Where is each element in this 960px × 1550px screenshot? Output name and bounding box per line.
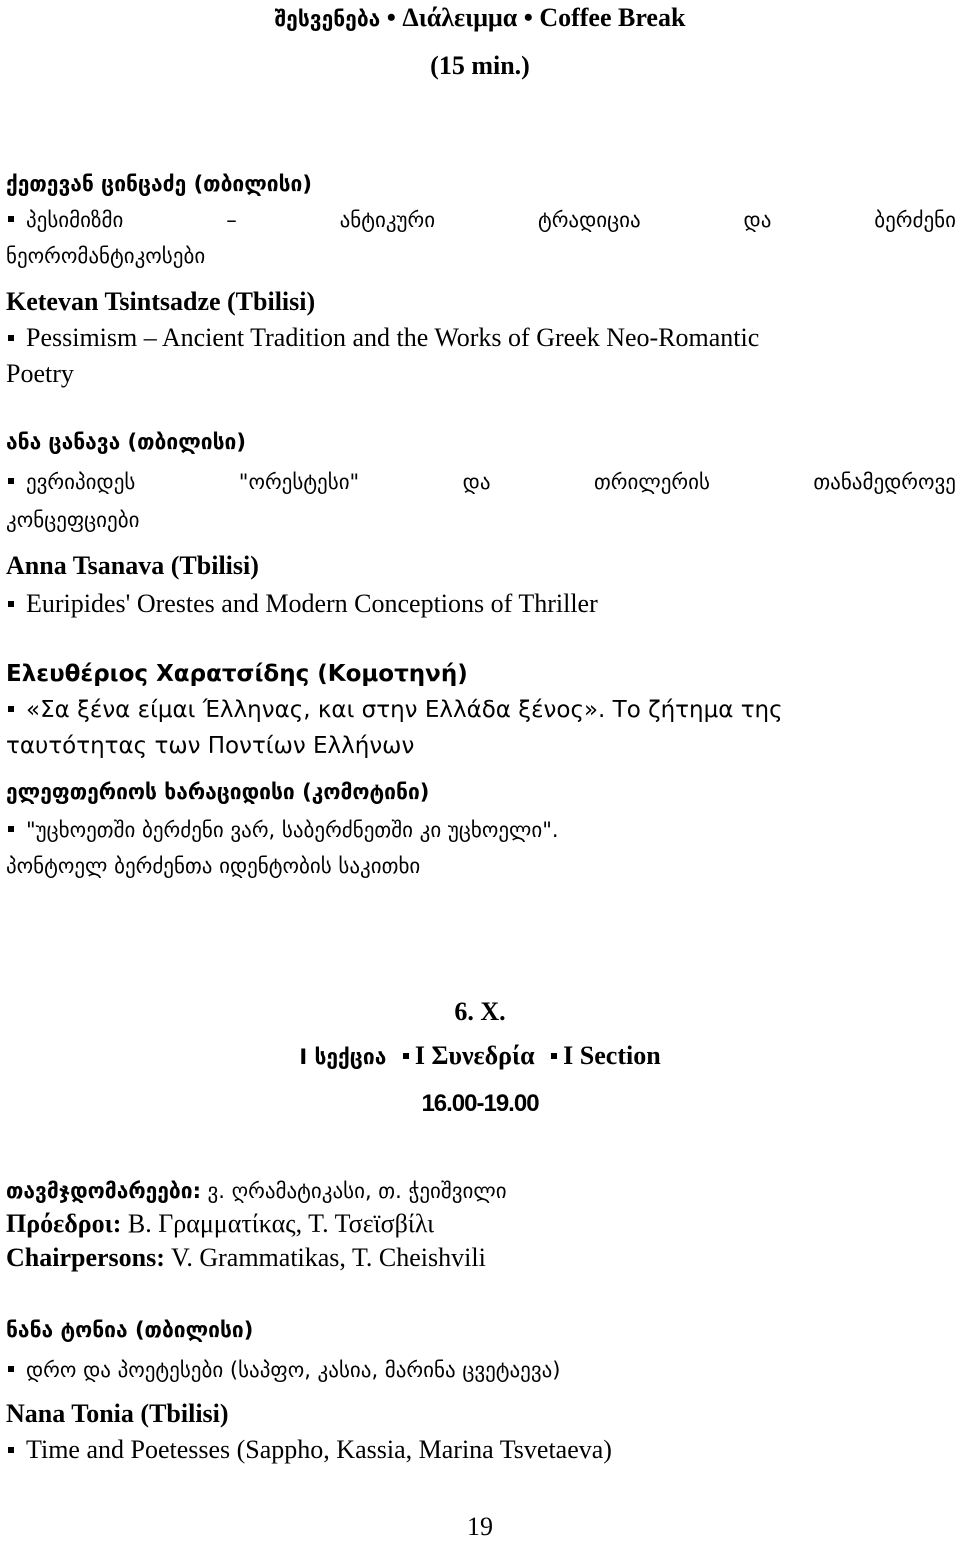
chairs-geo — [6, 1172, 956, 1209]
section-heading — [0, 1038, 960, 1075]
talk1-en-title-line2: Poetry — [6, 359, 74, 388]
talk2-geo-name: ანა ცანავა (თბილისი) — [6, 430, 246, 454]
chairs-greek — [6, 1206, 956, 1242]
break-geo: შესვენება — [274, 7, 381, 31]
talk3-gr-title-line2: ταυτότητας των Ποντίων Ελλήνων — [6, 733, 415, 759]
bullet-square-icon — [8, 1447, 14, 1453]
talk2-geo-title-line2: კონცეფციები — [6, 508, 140, 532]
talk1-geo-title-line2: ნეორომანტიკოსები — [6, 244, 206, 268]
talk4-en-title — [6, 1432, 956, 1468]
chairs-geo-names: ვ. ღრამატიკასი, თ. ჭეიშვილი — [207, 1179, 507, 1203]
talk2-en-title-text: Euripides' Orestes and Modern Conceptions of Thriller — [26, 589, 598, 618]
word: – — [226, 208, 237, 232]
bullet-square-icon — [8, 478, 14, 484]
word: ანტიკური — [339, 208, 436, 232]
talk4-geo-title — [6, 1352, 956, 1388]
section-label-en: I Section — [563, 1041, 661, 1070]
bullet-square-icon — [8, 601, 14, 607]
bullet-square-icon — [8, 706, 14, 712]
chairs-en — [6, 1240, 956, 1276]
word: ტრადიცია — [537, 208, 641, 232]
break-heading — [0, 0, 960, 37]
talk1-en-title-line1 — [6, 320, 956, 356]
chairs-en-label: Chairpersons: — [6, 1243, 165, 1272]
break-duration: (15 min.) — [430, 51, 530, 80]
talk4-en-name: Nana Tonia (Tbilisi) — [6, 1399, 229, 1428]
talk3-geo-title-line2: პონტოელ ბერძენთა იდენტობის საკითხი — [6, 854, 421, 878]
talk3-geo-name: ელეფთერიოს ხარაციდისი (კომოტინი) — [6, 780, 430, 804]
word: "ორესტესი" — [238, 470, 360, 494]
page-number: 19 — [467, 1512, 493, 1541]
talk4-en-title-text: Time and Poetesses (Sappho, Kassia, Marina Tsvetaeva) — [26, 1435, 612, 1464]
bullet-dot-icon: • — [523, 3, 540, 32]
talk2-en-name: Anna Tsanava (Tbilisi) — [6, 551, 259, 580]
word: თრილერის — [593, 470, 710, 494]
bullet-square-icon — [8, 1366, 14, 1372]
chairs-geo-label: თავმჯდომარეები: — [6, 1179, 201, 1203]
talk1-geo-title-line1 — [6, 202, 956, 238]
section-time: 16.00-19.00 — [421, 1090, 539, 1117]
talk3-geo-title-text: "უცხოეთში ბერძენი ვარ, საბერძნეთში კი უცხოელი". — [26, 818, 559, 842]
section-date: 6. X. — [454, 997, 506, 1026]
bullet-square-icon — [403, 1053, 409, 1059]
word: ბერძენი — [874, 208, 956, 232]
talk1-en-name: Ketevan Tsintsadze (Tbilisi) — [6, 287, 316, 316]
section-label-geo: I სექცია — [299, 1045, 387, 1069]
talk4-geo-title-text: დრო და პოეტესები (საპფო, კასია, მარინა ცვეტაევა) — [26, 1358, 561, 1382]
bullet-square-icon — [8, 335, 14, 341]
talk3-gr-name: Ελευθέριος Χαρατσίδης (Κομοτηνή) — [6, 661, 468, 687]
word: ევრიპიდეს — [26, 470, 136, 494]
bullet-square-icon — [8, 216, 14, 222]
talk3-geo-title-line1 — [6, 812, 956, 848]
talk2-en-title-line1 — [6, 586, 956, 622]
bullet-square-icon — [8, 826, 14, 832]
chairs-gr-names: Β. Γραμματίκας, Τ. Τσεϊσβίλι — [127, 1209, 435, 1238]
word: და — [743, 208, 772, 232]
break-en: Coffee Break — [539, 3, 686, 32]
word: და — [462, 470, 491, 494]
word: თანამედროვე — [813, 470, 956, 494]
word: პესიმიზმი — [26, 208, 124, 232]
talk1-en-title-text: Pessimism – Ancient Tradition and the Works of Greek Neo-Romantic — [26, 323, 760, 352]
chairs-gr-label: Πρόεδροι: — [6, 1209, 122, 1238]
bullet-dot-icon: • — [386, 3, 403, 32]
chairs-en-names: V. Grammatikas, T. Cheishvili — [170, 1243, 486, 1272]
talk1-geo-name: ქეთევან ცინცაძე (თბილისი) — [6, 172, 312, 196]
talk2-geo-title-line1 — [6, 464, 956, 500]
break-greek: Διάλειμμα — [402, 3, 518, 32]
talk3-gr-title-line1 — [6, 692, 956, 728]
talk3-gr-title-text: «Σα ξένα είμαι Έλληνας, και στην Ελλάδα ξένος». Το ζήτημα της — [26, 697, 783, 723]
bullet-square-icon — [551, 1053, 557, 1059]
talk4-geo-name: ნანა ტონია (თბილისი) — [6, 1318, 254, 1342]
section-label-greek: I Συνεδρία — [414, 1041, 535, 1070]
